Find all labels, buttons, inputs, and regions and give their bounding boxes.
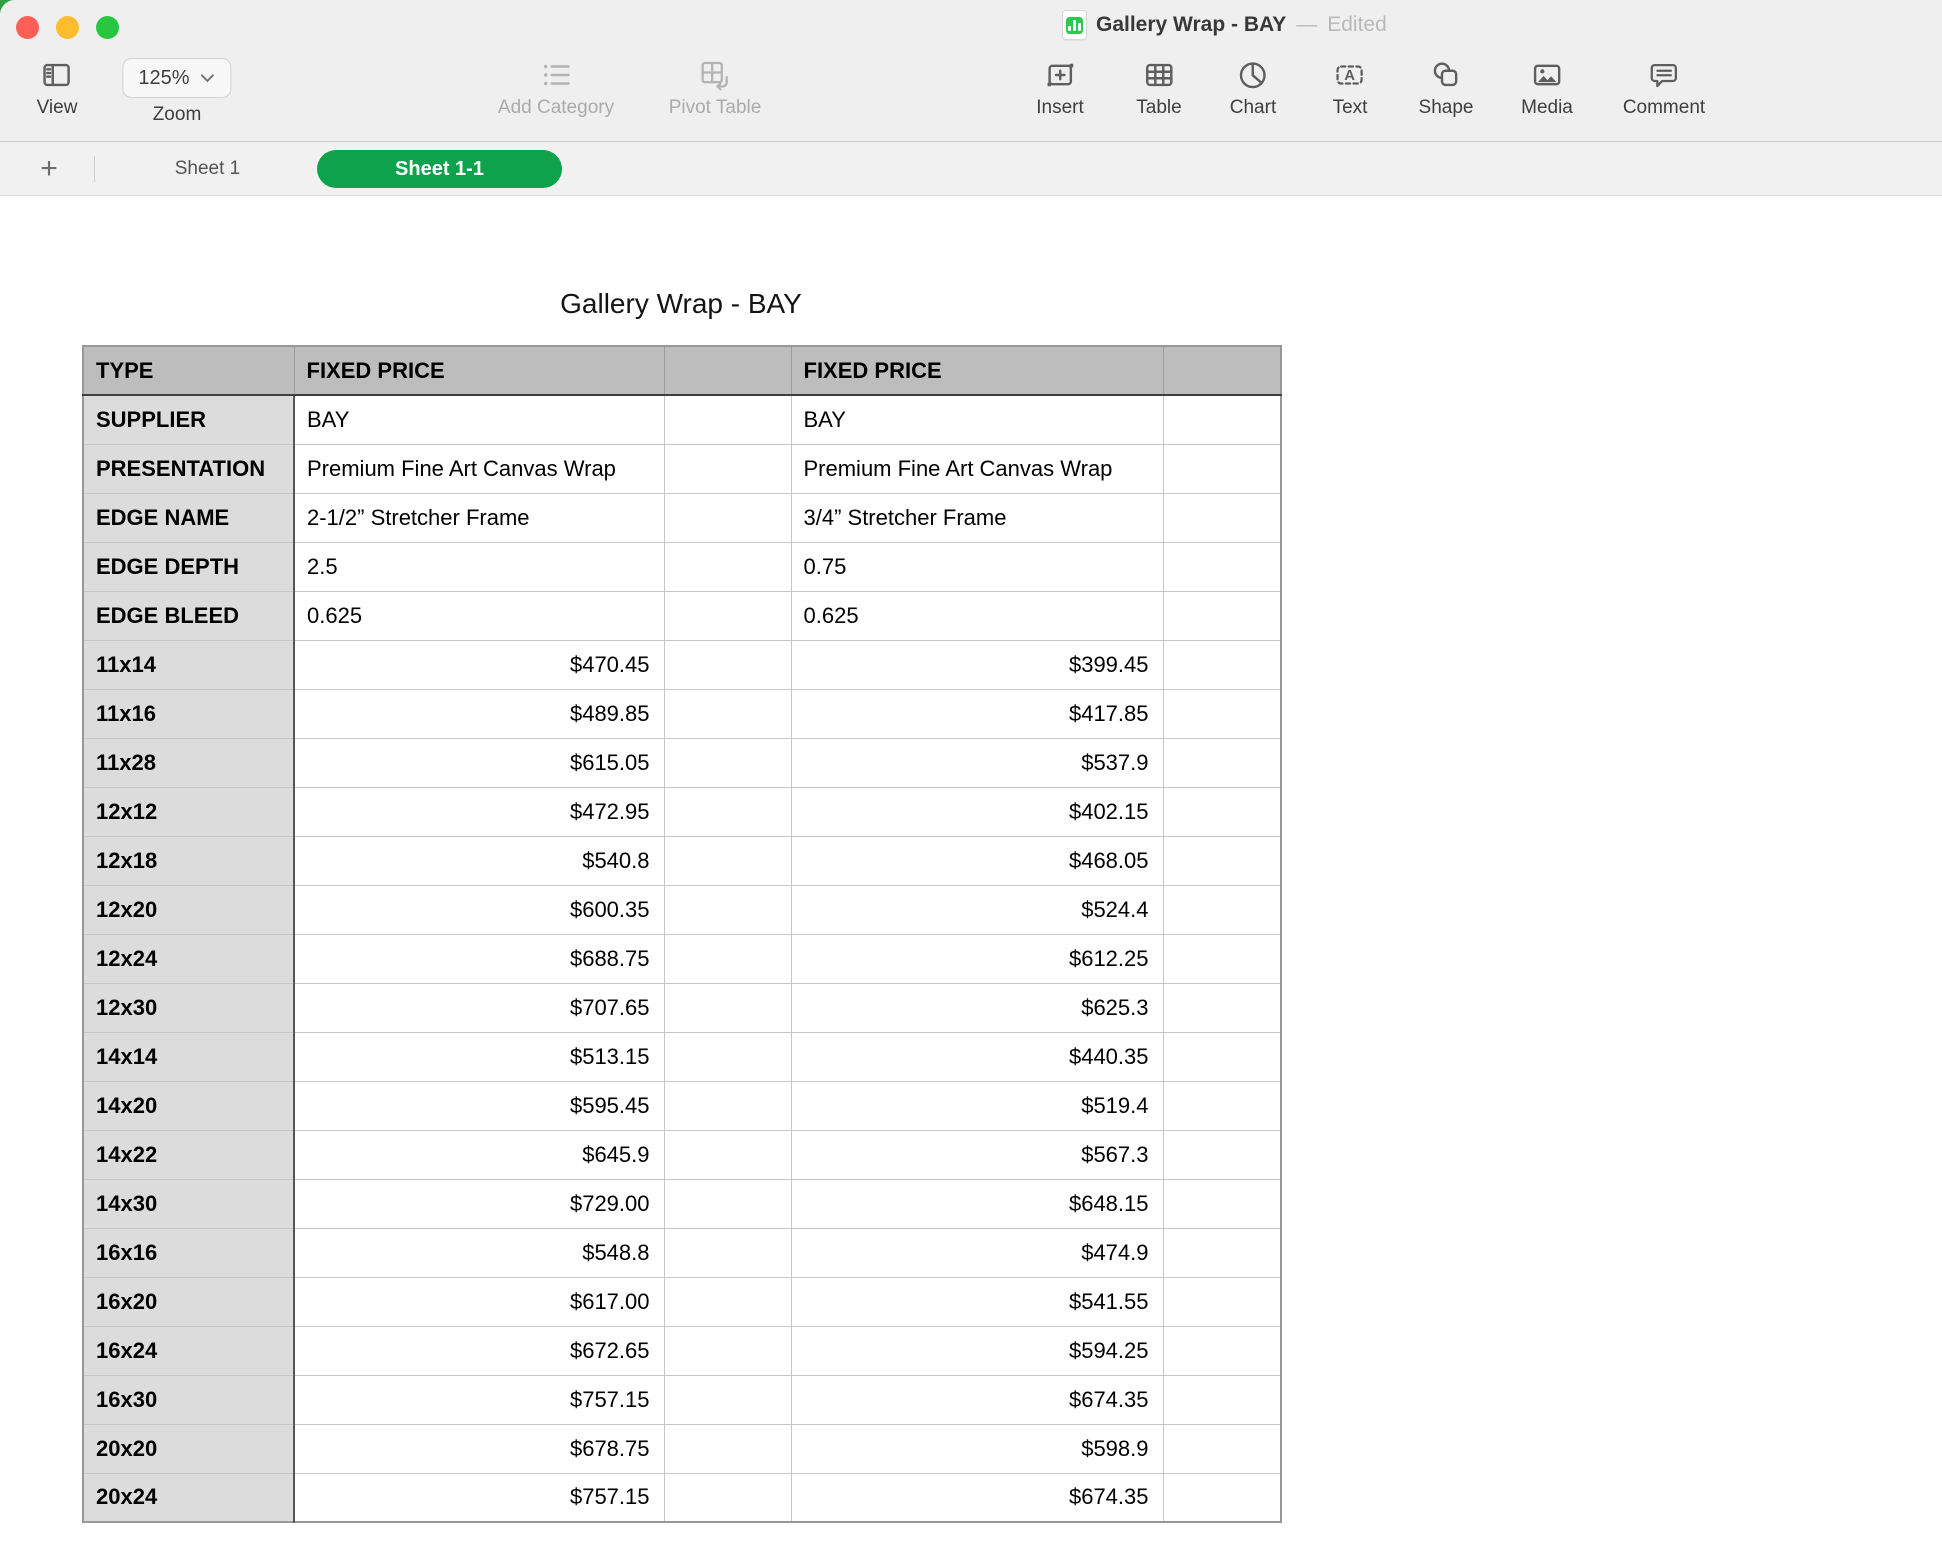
cell-gap-1[interactable]	[664, 1473, 791, 1522]
cell-value-2[interactable]: $625.3	[791, 983, 1163, 1032]
cell-gap-1[interactable]	[664, 836, 791, 885]
media-button[interactable]	[1521, 58, 1573, 117]
cell-value-1[interactable]: $757.15	[294, 1375, 664, 1424]
cell-gap-1[interactable]	[664, 444, 791, 493]
cell-value-1[interactable]: 0.625	[294, 591, 664, 640]
view-button[interactable]	[37, 58, 78, 117]
cell-value-2[interactable]: $598.9	[791, 1424, 1163, 1473]
cell-value-2[interactable]: $402.15	[791, 787, 1163, 836]
header-cell-gap-2[interactable]	[1163, 346, 1281, 395]
cell-gap-2[interactable]	[1163, 885, 1281, 934]
table-row	[83, 738, 1281, 787]
header-cell-type[interactable]: TYPE	[83, 346, 294, 395]
cell-value-1[interactable]: $688.75	[294, 934, 664, 983]
cell-row-label[interactable]: 16x24	[83, 1326, 294, 1375]
cell-row-label[interactable]: 20x20	[83, 1424, 294, 1473]
zoom-value-box[interactable]	[122, 58, 231, 98]
cell-gap-1[interactable]	[664, 493, 791, 542]
cell-gap-1[interactable]	[664, 640, 791, 689]
document-title: Gallery Wrap - BAY	[1096, 13, 1287, 36]
cell-row-label[interactable]: 11x14	[83, 640, 294, 689]
cell-gap-2[interactable]	[1163, 1130, 1281, 1179]
cell-gap-2[interactable]	[1163, 1228, 1281, 1277]
cell-value-1[interactable]: $678.75	[294, 1424, 664, 1473]
window-controls	[16, 16, 119, 39]
cell-gap-1[interactable]	[664, 738, 791, 787]
sidebar-icon	[40, 58, 74, 92]
cell-value-2[interactable]: $468.05	[791, 836, 1163, 885]
cell-row-label[interactable]: 20x24	[83, 1473, 294, 1522]
text-label: Text	[1332, 97, 1368, 118]
table-label: Table	[1136, 97, 1182, 118]
cell-value-1[interactable]: $617.00	[294, 1277, 664, 1326]
cell-value-2[interactable]: BAY	[791, 395, 1163, 444]
table-row	[83, 1032, 1281, 1081]
table-icon	[1142, 58, 1176, 92]
table-title[interactable]: Gallery Wrap - BAY	[560, 288, 802, 319]
comment-bubble-icon	[1647, 58, 1681, 92]
cell-gap-1[interactable]	[664, 591, 791, 640]
cell-value-2[interactable]: $440.35	[791, 1032, 1163, 1081]
cell-gap-2[interactable]	[1163, 836, 1281, 885]
cell-row-label[interactable]: 12x30	[83, 983, 294, 1032]
zoom-value: 125%	[138, 66, 190, 89]
cell-row-label[interactable]: 16x30	[83, 1375, 294, 1424]
cell-value-1[interactable]: $472.95	[294, 787, 664, 836]
insert-button[interactable]	[1036, 58, 1084, 117]
text-box-icon	[1333, 58, 1367, 92]
add-category-button[interactable]	[498, 58, 614, 117]
cell-value-1[interactable]: $672.65	[294, 1326, 664, 1375]
window-title	[1063, 0, 1387, 50]
svg-text:A: A	[1344, 68, 1356, 85]
close-button[interactable]	[16, 16, 39, 39]
comment-label: Comment	[1622, 97, 1706, 118]
cell-gap-1[interactable]	[664, 1326, 791, 1375]
cell-value-1[interactable]: $470.45	[294, 640, 664, 689]
cell-gap-1[interactable]	[664, 689, 791, 738]
cell-value-2[interactable]: $567.3	[791, 1130, 1163, 1179]
cell-gap-2[interactable]	[1163, 395, 1281, 444]
price-table-body	[83, 395, 1281, 1522]
tab-sheet-1-1[interactable]: Sheet 1-1	[317, 150, 562, 188]
cell-value-1[interactable]: 2.5	[294, 542, 664, 591]
cell-value-2[interactable]: Premium Fine Art Canvas Wrap	[791, 444, 1163, 493]
shape-icon	[1429, 58, 1463, 92]
table-row	[83, 1473, 1281, 1522]
cell-row-label[interactable]: PRESENTATION	[83, 444, 294, 493]
table-row	[83, 444, 1281, 493]
cell-gap-2[interactable]	[1163, 787, 1281, 836]
insert-icon	[1043, 58, 1077, 92]
table-row	[83, 640, 1281, 689]
cell-value-1[interactable]: $489.85	[294, 689, 664, 738]
text-button[interactable]	[1333, 58, 1368, 117]
tab-divider	[94, 156, 95, 182]
cell-gap-2[interactable]	[1163, 1277, 1281, 1326]
cell-gap-1[interactable]	[664, 787, 791, 836]
cell-value-2[interactable]: $674.35	[791, 1375, 1163, 1424]
cell-gap-1[interactable]	[664, 1130, 791, 1179]
fullscreen-button[interactable]	[96, 16, 119, 39]
cell-gap-1[interactable]	[664, 1424, 791, 1473]
add-category-label: Add Category	[497, 97, 615, 118]
cell-gap-1[interactable]	[664, 934, 791, 983]
insert-label: Insert	[1036, 97, 1084, 118]
cell-value-2[interactable]: $417.85	[791, 689, 1163, 738]
chart-button[interactable]	[1230, 58, 1276, 117]
cell-gap-2[interactable]	[1163, 493, 1281, 542]
cell-gap-2[interactable]	[1163, 1032, 1281, 1081]
cell-gap-1[interactable]	[664, 983, 791, 1032]
cell-gap-1[interactable]	[664, 1179, 791, 1228]
sheet-canvas	[0, 197, 1942, 1548]
cell-gap-2[interactable]	[1163, 1326, 1281, 1375]
media-photo-icon	[1530, 58, 1564, 92]
cell-row-label[interactable]: EDGE BLEED	[83, 591, 294, 640]
cell-row-label[interactable]: 16x16	[83, 1228, 294, 1277]
add-sheet-button[interactable]: +	[40, 151, 58, 185]
table-row	[83, 934, 1281, 983]
cell-gap-1[interactable]	[664, 1081, 791, 1130]
cell-gap-1[interactable]	[664, 1228, 791, 1277]
cell-value-2[interactable]: $524.4	[791, 885, 1163, 934]
table-row	[83, 689, 1281, 738]
table-row	[83, 542, 1281, 591]
cell-row-label[interactable]: 14x30	[83, 1179, 294, 1228]
cell-gap-2[interactable]	[1163, 689, 1281, 738]
cell-value-2[interactable]: $594.25	[791, 1326, 1163, 1375]
cell-row-label[interactable]: 11x16	[83, 689, 294, 738]
cell-value-1[interactable]: $707.65	[294, 983, 664, 1032]
cell-gap-1[interactable]	[664, 542, 791, 591]
comment-button[interactable]	[1623, 58, 1705, 117]
edited-status: Edited	[1327, 13, 1387, 36]
table-row	[83, 1375, 1281, 1424]
cell-gap-2[interactable]	[1163, 444, 1281, 493]
cell-gap-2[interactable]	[1163, 591, 1281, 640]
pie-chart-icon	[1236, 58, 1270, 92]
cell-gap-2[interactable]	[1163, 1473, 1281, 1522]
chart-label: Chart	[1229, 97, 1277, 118]
cell-value-1[interactable]: Premium Fine Art Canvas Wrap	[294, 444, 664, 493]
category-list-icon	[539, 58, 573, 92]
cell-row-label[interactable]: SUPPLIER	[83, 395, 294, 444]
table-row	[83, 787, 1281, 836]
sheet-tab-bar	[0, 142, 1942, 196]
table-row	[83, 493, 1281, 542]
cell-value-2[interactable]: $648.15	[791, 1179, 1163, 1228]
cell-value-2[interactable]: $474.9	[791, 1228, 1163, 1277]
header-cell-fixed-price-1[interactable]: FIXED PRICE	[294, 346, 664, 395]
cell-row-label[interactable]: EDGE DEPTH	[83, 542, 294, 591]
cell-value-1[interactable]: 2-1/2” Stretcher Frame	[294, 493, 664, 542]
window-chrome	[0, 0, 1942, 142]
cell-value-1[interactable]: $645.9	[294, 1130, 664, 1179]
cell-gap-2[interactable]	[1163, 983, 1281, 1032]
cell-gap-2[interactable]	[1163, 1081, 1281, 1130]
cell-row-label[interactable]: 14x22	[83, 1130, 294, 1179]
shape-label: Shape	[1418, 97, 1474, 118]
cell-value-2[interactable]: $537.9	[791, 738, 1163, 787]
cell-gap-2[interactable]	[1163, 640, 1281, 689]
table-row	[83, 885, 1281, 934]
table-row	[83, 395, 1281, 444]
cell-row-label[interactable]: 14x14	[83, 1032, 294, 1081]
table-row	[83, 1228, 1281, 1277]
cell-gap-2[interactable]	[1163, 1179, 1281, 1228]
table-button[interactable]	[1136, 58, 1181, 117]
table-row	[83, 1081, 1281, 1130]
view-label: View	[36, 97, 78, 118]
table-row	[83, 1179, 1281, 1228]
cell-value-2[interactable]: $519.4	[791, 1081, 1163, 1130]
pivot-table-label: Pivot Table	[668, 97, 762, 118]
cell-value-1[interactable]: $540.8	[294, 836, 664, 885]
header-cell-gap-1[interactable]	[664, 346, 791, 395]
cell-value-2[interactable]: $674.35	[791, 1473, 1163, 1522]
title-separator: —	[1296, 13, 1318, 36]
table-row	[83, 983, 1281, 1032]
cell-value-1[interactable]: $513.15	[294, 1032, 664, 1081]
cell-value-2[interactable]: $541.55	[791, 1277, 1163, 1326]
cell-gap-1[interactable]	[664, 885, 791, 934]
cell-gap-1[interactable]	[664, 1032, 791, 1081]
zoom-label: Zoom	[152, 104, 202, 125]
chevron-down-icon	[200, 67, 216, 90]
table-row	[83, 1130, 1281, 1179]
cell-value-1[interactable]: BAY	[294, 395, 664, 444]
cell-gap-2[interactable]	[1163, 738, 1281, 787]
pivot-table-button[interactable]	[669, 58, 762, 117]
table-row	[83, 1326, 1281, 1375]
cell-gap-2[interactable]	[1163, 1424, 1281, 1473]
tab-sheet-1[interactable]: Sheet 1	[174, 157, 241, 179]
cell-value-2[interactable]: 0.625	[791, 591, 1163, 640]
cell-value-1[interactable]: $615.05	[294, 738, 664, 787]
media-label: Media	[1521, 97, 1573, 118]
cell-value-2[interactable]: 0.75	[791, 542, 1163, 591]
zoom-control[interactable]	[122, 58, 231, 124]
cell-gap-1[interactable]	[664, 1375, 791, 1424]
pivot-table-icon	[698, 58, 732, 92]
table-row	[83, 836, 1281, 885]
numbers-chart-glyph	[1066, 17, 1083, 34]
cell-row-label[interactable]: 12x24	[83, 934, 294, 983]
price-table	[82, 345, 1282, 1523]
cell-value-2[interactable]: $612.25	[791, 934, 1163, 983]
table-header-row	[83, 346, 1281, 395]
table-row	[83, 1277, 1281, 1326]
table-row	[83, 591, 1281, 640]
cell-gap-1[interactable]	[664, 1277, 791, 1326]
cell-value-1[interactable]: $757.15	[294, 1473, 664, 1522]
cell-value-1[interactable]: $595.45	[294, 1081, 664, 1130]
cell-gap-2[interactable]	[1163, 542, 1281, 591]
cell-value-2[interactable]: 3/4” Stretcher Frame	[791, 493, 1163, 542]
cell-row-label[interactable]: 14x20	[83, 1081, 294, 1130]
cell-gap-1[interactable]	[664, 395, 791, 444]
cell-value-1[interactable]: $600.35	[294, 885, 664, 934]
shape-button[interactable]	[1419, 58, 1474, 117]
numbers-document-icon	[1063, 11, 1086, 39]
table-row	[83, 1424, 1281, 1473]
cell-value-1[interactable]: $729.00	[294, 1179, 664, 1228]
cell-row-label[interactable]: EDGE NAME	[83, 493, 294, 542]
header-cell-fixed-price-2[interactable]: FIXED PRICE	[791, 346, 1163, 395]
minimize-button[interactable]	[56, 16, 79, 39]
cell-row-label[interactable]: 12x18	[83, 836, 294, 885]
cell-row-label[interactable]: 12x20	[83, 885, 294, 934]
cell-row-label[interactable]: 11x28	[83, 738, 294, 787]
cell-value-1[interactable]: $548.8	[294, 1228, 664, 1277]
cell-gap-2[interactable]	[1163, 934, 1281, 983]
cell-gap-2[interactable]	[1163, 1375, 1281, 1424]
cell-value-2[interactable]: $399.45	[791, 640, 1163, 689]
cell-row-label[interactable]: 12x12	[83, 787, 294, 836]
cell-row-label[interactable]: 16x20	[83, 1277, 294, 1326]
